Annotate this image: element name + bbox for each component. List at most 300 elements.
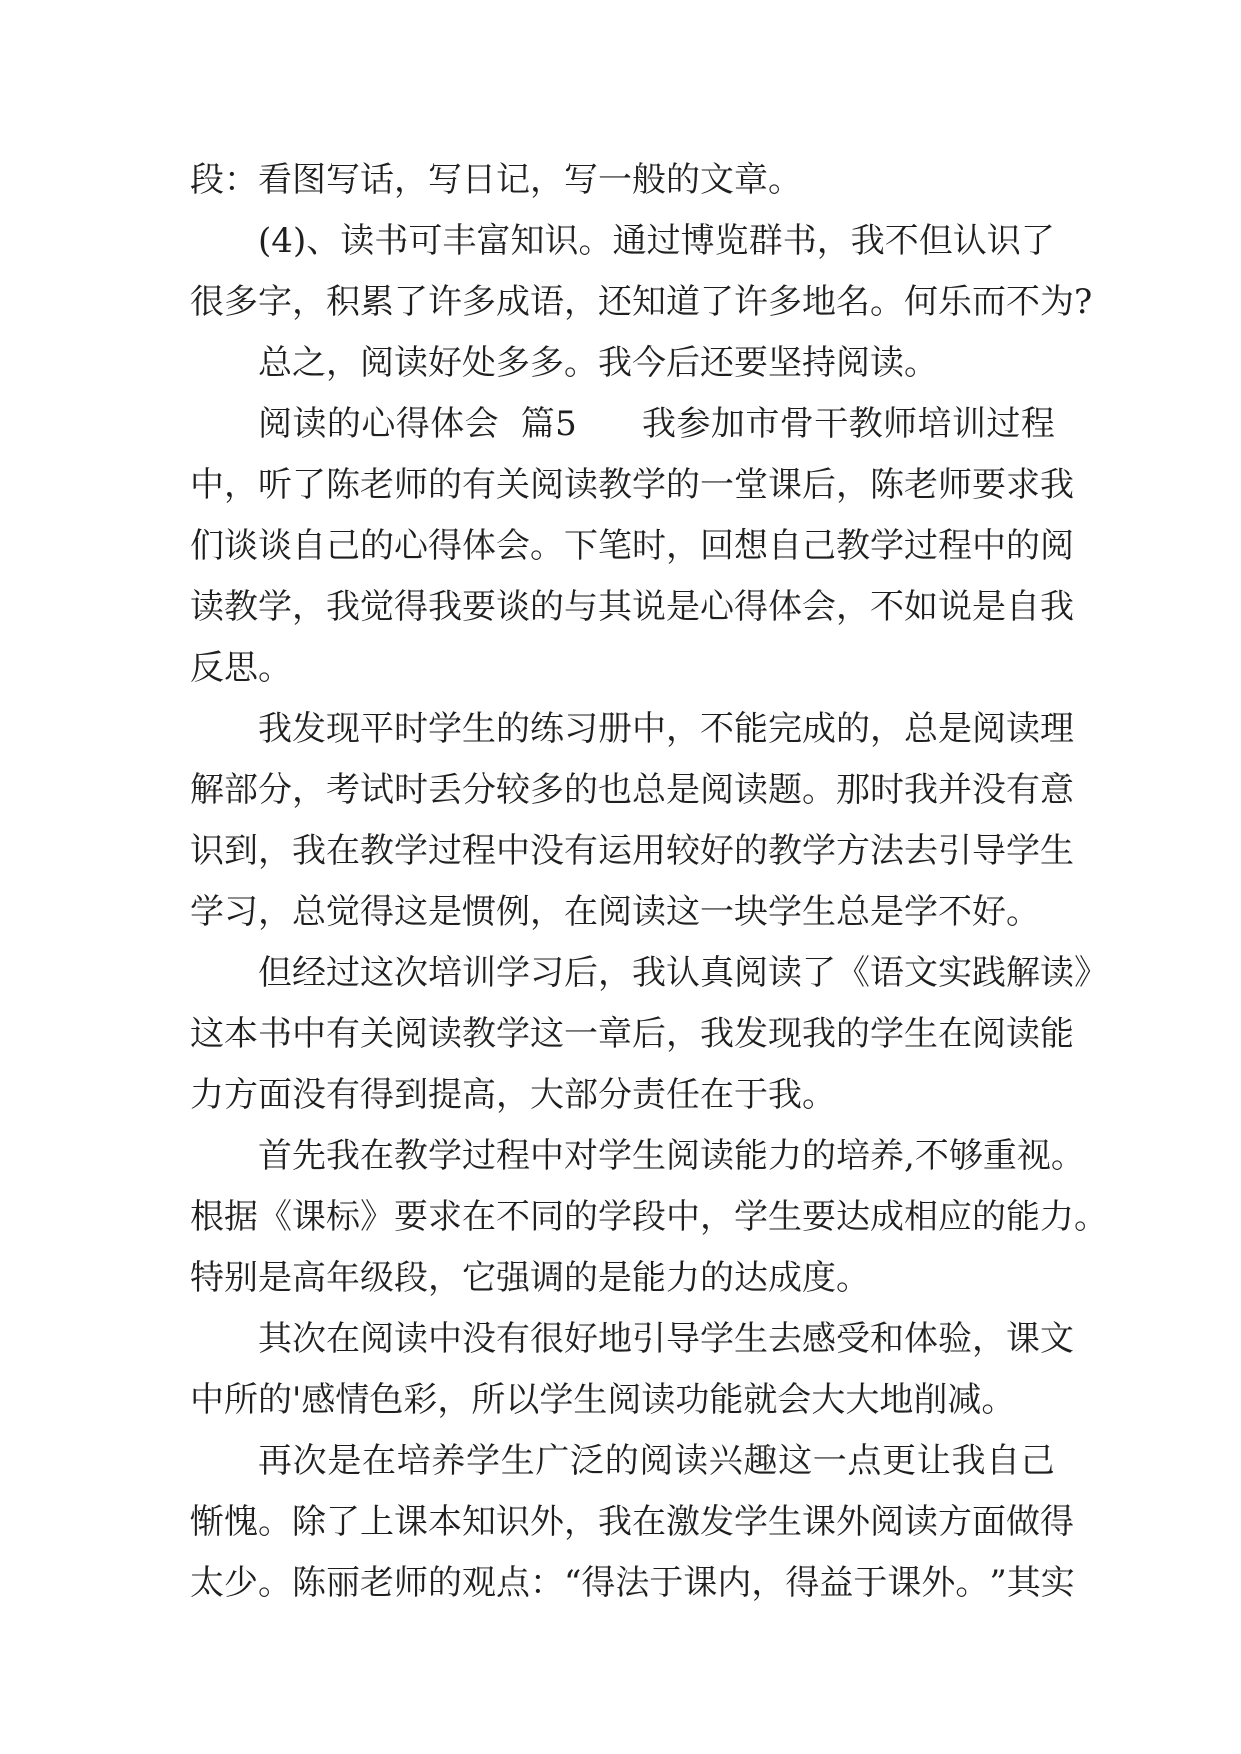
text-char: 可 bbox=[408, 221, 443, 261]
text-char: 回 bbox=[700, 526, 734, 566]
text-char: ， bbox=[292, 587, 326, 627]
text-char: 骨 bbox=[779, 404, 814, 444]
text-char: 博 bbox=[680, 221, 715, 261]
text-char: 的 bbox=[802, 1136, 836, 1176]
text-char: 得 bbox=[394, 587, 428, 627]
text-char: 现 bbox=[326, 709, 360, 749]
text-char: 成 bbox=[802, 709, 836, 749]
text-char: ， bbox=[666, 709, 700, 749]
text-char: 的 bbox=[428, 465, 462, 505]
text-char: 做 bbox=[1006, 1502, 1040, 1542]
text-char: 是 bbox=[327, 1441, 362, 1481]
text-char: 习 bbox=[564, 709, 598, 749]
text-char: 会 bbox=[464, 404, 521, 444]
text-char: 己 bbox=[1020, 1441, 1055, 1481]
text-char: 观 bbox=[462, 1563, 496, 1603]
text-char: 中 bbox=[428, 1319, 462, 1359]
text-char: 实 bbox=[938, 953, 972, 993]
text-char: 对 bbox=[564, 1136, 598, 1176]
text-char: 生 bbox=[1040, 831, 1074, 871]
text-char: 关 bbox=[496, 465, 530, 505]
text-char: 课 bbox=[768, 465, 802, 505]
text-char: ， bbox=[836, 465, 870, 505]
text-char: 生 bbox=[734, 1319, 768, 1359]
text-char: 课 bbox=[394, 1502, 428, 1542]
text-char: 了 bbox=[802, 953, 836, 993]
text-char: 教 bbox=[224, 587, 258, 627]
text-char: ， bbox=[751, 1563, 786, 1603]
text-char: 《 bbox=[258, 1197, 292, 1237]
text-char: 了 bbox=[326, 1502, 360, 1542]
text-line bbox=[190, 1370, 1055, 1431]
text-char: 练 bbox=[530, 709, 564, 749]
text-char: 太 bbox=[190, 1563, 224, 1603]
text-char: 但 bbox=[258, 953, 292, 993]
text-char: 时 bbox=[632, 526, 666, 566]
text-char: 认 bbox=[666, 953, 700, 993]
text-char: ， bbox=[816, 221, 851, 261]
text-char: 我 bbox=[326, 587, 360, 627]
text-char: 学 bbox=[1006, 831, 1040, 871]
text-char: 标 bbox=[326, 1197, 360, 1237]
text-char: 读 bbox=[1006, 709, 1040, 749]
text-char: 的 bbox=[496, 709, 530, 749]
text-char: 。 bbox=[955, 1563, 990, 1603]
text-line bbox=[190, 699, 1074, 760]
text-char: 习 bbox=[530, 953, 564, 993]
text-char: 没 bbox=[972, 770, 1006, 810]
text-char: 能 bbox=[1006, 1197, 1040, 1237]
text-char: 教 bbox=[360, 831, 394, 871]
text-char: 我 bbox=[632, 953, 666, 993]
text-char: 本 bbox=[224, 1014, 258, 1054]
text-char: 外 bbox=[836, 1502, 870, 1542]
text-char: 发 bbox=[700, 1502, 734, 1542]
text-char: 学 bbox=[466, 1441, 501, 1481]
text-char: 训 bbox=[951, 404, 986, 444]
text-char: 如 bbox=[904, 587, 938, 627]
text-char: 教 bbox=[768, 831, 802, 871]
text-char: 会 bbox=[496, 526, 530, 566]
text-char: 书 bbox=[258, 1014, 292, 1054]
text-char: “ bbox=[564, 1563, 582, 1603]
text-char: 用 bbox=[632, 831, 666, 871]
text-char: 。 bbox=[1074, 1197, 1108, 1237]
text-char: 和 bbox=[870, 1319, 904, 1359]
text-char: 我 bbox=[850, 221, 885, 261]
text-char: 法 bbox=[615, 1563, 650, 1603]
text-char: 识 bbox=[190, 831, 224, 871]
text-char: ， bbox=[564, 1502, 598, 1542]
body-text bbox=[190, 150, 1108, 1614]
text-char: 得 bbox=[428, 526, 462, 566]
text-char: 部 bbox=[224, 770, 258, 810]
text-char: ， bbox=[258, 831, 292, 871]
text-char: 较 bbox=[666, 831, 700, 871]
text-char: ， bbox=[870, 709, 904, 749]
text-char: ： bbox=[530, 1563, 564, 1603]
text-char: 去 bbox=[768, 1319, 802, 1359]
text-char: 学 bbox=[700, 1319, 734, 1359]
text-char: 解 bbox=[1006, 953, 1040, 993]
text-char: 知 bbox=[462, 1502, 496, 1542]
text-char: 意 bbox=[1040, 770, 1074, 810]
text-char: 认 bbox=[952, 221, 987, 261]
text-char: 的 bbox=[360, 526, 394, 566]
text-char: 的 bbox=[836, 709, 870, 749]
text-char: 学 bbox=[870, 1014, 904, 1054]
text-char: 章 bbox=[598, 1014, 632, 1054]
text-char: 的 bbox=[666, 465, 700, 505]
text-line bbox=[190, 821, 1074, 882]
text-char: ， bbox=[292, 770, 326, 810]
text-char: 的 bbox=[836, 1014, 870, 1054]
text-char: 读 bbox=[394, 1319, 428, 1359]
text-char: 养 bbox=[431, 1441, 466, 1481]
text-char: 干 bbox=[814, 404, 849, 444]
text-char: 经 bbox=[292, 953, 326, 993]
text-char: 阅 bbox=[530, 465, 564, 505]
text-char: 其 bbox=[258, 1319, 292, 1359]
text-char: 学 bbox=[598, 1197, 632, 1237]
text-char: 《 bbox=[836, 953, 870, 993]
text-char: 在 bbox=[632, 1502, 666, 1542]
text-char: 面 bbox=[972, 1502, 1006, 1542]
text-char: 谈 bbox=[258, 526, 292, 566]
text-char: 说 bbox=[632, 587, 666, 627]
text-char: 方 bbox=[836, 831, 870, 871]
text-line bbox=[190, 1431, 1055, 1492]
text-char: 的 bbox=[428, 1563, 462, 1603]
text-char: 文 bbox=[1040, 1319, 1074, 1359]
text-char: 阅 bbox=[639, 1441, 674, 1481]
text-char: 泛 bbox=[570, 1441, 605, 1481]
text-char: 没 bbox=[530, 831, 564, 871]
text-char: 心 bbox=[361, 404, 396, 444]
text-line bbox=[190, 211, 1055, 272]
text-char: 视 bbox=[1016, 1136, 1051, 1176]
text-char: 是 bbox=[666, 587, 700, 627]
text-char: 4 bbox=[271, 221, 293, 261]
text-char: 有 bbox=[496, 1319, 530, 1359]
text-char: 学 bbox=[734, 1502, 768, 1542]
text-char: 时 bbox=[394, 770, 428, 810]
text-char: 读 bbox=[768, 953, 802, 993]
text-char: 览 bbox=[714, 221, 749, 261]
text-char: 陈 bbox=[870, 465, 904, 505]
text-char: 于 bbox=[853, 1563, 888, 1603]
text-char: 上 bbox=[360, 1502, 394, 1542]
text-char: 阅 bbox=[870, 1502, 904, 1542]
text-line bbox=[190, 943, 1108, 1004]
text-char: 丢 bbox=[428, 770, 462, 810]
text-char: 在 bbox=[938, 1014, 972, 1054]
text-char: 一 bbox=[700, 465, 734, 505]
text-char: 分 bbox=[462, 770, 496, 810]
text-char: ( bbox=[258, 221, 272, 261]
text-char: ， bbox=[700, 1197, 734, 1237]
text-char: 富 bbox=[476, 221, 511, 261]
text-char: 阅 bbox=[258, 404, 292, 444]
text-char: 让 bbox=[916, 1441, 951, 1481]
text-char: 培 bbox=[917, 404, 952, 444]
text-char: 学 bbox=[802, 831, 836, 871]
text-char: 读 bbox=[340, 221, 375, 261]
text-char: 与 bbox=[564, 587, 598, 627]
text-char: 力 bbox=[768, 1136, 802, 1176]
text-char: 法 bbox=[870, 831, 904, 871]
text-char: 的 bbox=[564, 770, 598, 810]
text-char: 我 bbox=[802, 1014, 836, 1054]
text-char: 相 bbox=[904, 1197, 938, 1237]
text-line bbox=[190, 1187, 1108, 1248]
text-char: 。 bbox=[258, 1563, 292, 1603]
text-char: 篇 bbox=[520, 404, 555, 444]
text-char: 据 bbox=[224, 1197, 258, 1237]
text-char: 读 bbox=[292, 404, 327, 444]
text-char: 读 bbox=[1006, 1014, 1040, 1054]
text-char: ， bbox=[666, 526, 700, 566]
text-char: 引 bbox=[632, 1319, 666, 1359]
text-char: 己 bbox=[802, 526, 836, 566]
text-char: 会 bbox=[802, 587, 836, 627]
text-char: 读 bbox=[674, 1441, 709, 1481]
text-char: 点 bbox=[496, 1563, 530, 1603]
text-char: 是 bbox=[938, 709, 972, 749]
text-char: 老 bbox=[360, 465, 394, 505]
text-line-content: 段：看图写话，写日记，写一般的文章。 bbox=[190, 160, 802, 200]
text-char: 在 bbox=[326, 1319, 360, 1359]
text-char: 课 bbox=[887, 1563, 922, 1603]
text-char: 我 bbox=[642, 404, 677, 444]
text-char: 中 bbox=[530, 1136, 564, 1176]
text-char: 通 bbox=[612, 221, 647, 261]
text-char: 读 bbox=[700, 1136, 734, 1176]
text-char: 我 bbox=[598, 1502, 632, 1542]
text-char: ” bbox=[989, 1563, 1007, 1603]
text-line bbox=[190, 333, 1055, 394]
text-char: 参 bbox=[676, 404, 711, 444]
text-char: 我 bbox=[951, 1441, 986, 1481]
text-char: 的 bbox=[972, 1197, 1006, 1237]
text-char: 教 bbox=[836, 526, 870, 566]
text-char: 在 bbox=[462, 1197, 496, 1237]
text-char: 语 bbox=[870, 953, 904, 993]
text-char: 导 bbox=[972, 831, 1006, 871]
text-char: 生 bbox=[768, 1197, 802, 1237]
text-char: 学 bbox=[496, 953, 530, 993]
text-char: 听 bbox=[258, 465, 292, 505]
text-char: 自 bbox=[768, 526, 802, 566]
text-char: 老 bbox=[904, 465, 938, 505]
text-char: ， bbox=[836, 587, 870, 627]
text-char: 发 bbox=[292, 709, 326, 749]
text-char: 应 bbox=[938, 1197, 972, 1237]
text-char: 多 bbox=[530, 770, 564, 810]
text-char: 课 bbox=[1006, 1319, 1040, 1359]
text-char: 书 bbox=[374, 221, 409, 261]
text-char: 完 bbox=[768, 709, 802, 749]
text-char: 。 bbox=[1050, 1136, 1085, 1176]
text-char: ， bbox=[224, 465, 258, 505]
text-char: 趣 bbox=[743, 1441, 778, 1481]
text-char: 阅 bbox=[700, 770, 734, 810]
text-line bbox=[190, 272, 1093, 333]
text-char: 中 bbox=[632, 709, 666, 749]
text-char: 》 bbox=[360, 1197, 394, 1237]
text-char: 的 bbox=[734, 831, 768, 871]
text-char: 引 bbox=[938, 831, 972, 871]
text-char: 过 bbox=[904, 526, 938, 566]
text-char: 师 bbox=[394, 1563, 428, 1603]
text-char: 运 bbox=[598, 831, 632, 871]
text-char: 本 bbox=[428, 1502, 462, 1542]
text-char: 识 bbox=[544, 221, 579, 261]
text-char: 践 bbox=[972, 953, 1006, 993]
text-char: 于 bbox=[649, 1563, 684, 1603]
text-char: 己 bbox=[326, 526, 360, 566]
text-char: 得 bbox=[581, 1563, 616, 1603]
text-char: 实 bbox=[1040, 1563, 1075, 1603]
text-char: 。 bbox=[530, 526, 564, 566]
text-char: 了 bbox=[292, 465, 326, 505]
text-char: 中 bbox=[190, 465, 224, 505]
text-char: 阅 bbox=[734, 953, 768, 993]
text-char: 后 bbox=[802, 465, 836, 505]
text-char: 丽 bbox=[326, 1563, 360, 1603]
text-char: 有 bbox=[326, 1014, 360, 1054]
text-char: 老 bbox=[360, 1563, 394, 1603]
text-char: 册 bbox=[598, 709, 632, 749]
text-char: 书 bbox=[782, 221, 817, 261]
text-char: 导 bbox=[666, 1319, 700, 1359]
text-char: 培 bbox=[428, 953, 462, 993]
text-char: 心 bbox=[394, 526, 428, 566]
text-char: 师 bbox=[938, 465, 972, 505]
text-char: 其 bbox=[598, 587, 632, 627]
text-char: 师 bbox=[883, 404, 918, 444]
text-char: 有 bbox=[564, 831, 598, 871]
text-char: 重 bbox=[982, 1136, 1017, 1176]
text-char: 阅 bbox=[972, 1014, 1006, 1054]
text-char: 时 bbox=[870, 770, 904, 810]
text-char: 先 bbox=[292, 1136, 326, 1176]
text-char: 觉 bbox=[360, 587, 394, 627]
text-char: 后 bbox=[632, 1014, 666, 1054]
text-line bbox=[190, 882, 1055, 943]
text-char: 学 bbox=[496, 1014, 530, 1054]
text-char: 自 bbox=[292, 526, 326, 566]
text-char: 过 bbox=[646, 221, 681, 261]
text-char: 在 bbox=[326, 831, 360, 871]
text-char: 我 bbox=[700, 1014, 734, 1054]
text-char: 阅 bbox=[1040, 526, 1074, 566]
text-char: 我 bbox=[428, 587, 462, 627]
text-char: 不 bbox=[914, 1136, 949, 1176]
text-char: 去 bbox=[904, 831, 938, 871]
text-char: 课 bbox=[292, 1197, 326, 1237]
text-char: 中 bbox=[666, 1197, 700, 1237]
text-char: 识 bbox=[986, 221, 1021, 261]
text-char: 是 bbox=[972, 587, 1006, 627]
text-char: 成 bbox=[870, 1197, 904, 1237]
text-char: 在 bbox=[362, 1441, 397, 1481]
text-line bbox=[190, 1553, 1075, 1614]
text-char: 。 bbox=[578, 221, 613, 261]
text-char: 过 bbox=[462, 1136, 496, 1176]
text-char: 谈 bbox=[224, 526, 258, 566]
text-char: 中 bbox=[972, 526, 1006, 566]
text-line bbox=[190, 1065, 1055, 1126]
text-char: 是 bbox=[666, 770, 700, 810]
text-char: 教 bbox=[462, 1014, 496, 1054]
text-char: 生 bbox=[632, 1136, 666, 1176]
text-char: 有 bbox=[1006, 770, 1040, 810]
text-char: 很 bbox=[530, 1319, 564, 1359]
text-char: 其 bbox=[1006, 1563, 1041, 1603]
text-char: 市 bbox=[745, 404, 780, 444]
text-char: 课 bbox=[683, 1563, 718, 1603]
text-char: 少 bbox=[224, 1563, 258, 1603]
text-char: 我 bbox=[326, 1136, 360, 1176]
text-char: 读 bbox=[1040, 953, 1074, 993]
text-char: 生 bbox=[768, 1502, 802, 1542]
text-char: 读 bbox=[190, 587, 224, 627]
text-char: 总 bbox=[904, 709, 938, 749]
text-char: 解 bbox=[190, 770, 224, 810]
text-char: 次 bbox=[292, 1441, 327, 1481]
text-char: 得 bbox=[734, 587, 768, 627]
text-char: 激 bbox=[666, 1502, 700, 1542]
text-line bbox=[190, 394, 1055, 455]
text-char: 我 bbox=[1040, 587, 1074, 627]
text-char: 但 bbox=[918, 221, 953, 261]
text-char: 体 bbox=[462, 526, 496, 566]
text-char: 总 bbox=[632, 770, 666, 810]
text-line-content: 学习，总觉得这是惯例，在阅读这一块学生总是学不好。 bbox=[190, 892, 1040, 932]
text-line bbox=[190, 516, 1074, 577]
text-char: 的 bbox=[326, 404, 361, 444]
text-char: 学 bbox=[598, 1136, 632, 1176]
text-char: 堂 bbox=[734, 465, 768, 505]
text-char: 程 bbox=[1020, 404, 1055, 444]
text-line bbox=[190, 638, 1055, 699]
text-char: 验 bbox=[938, 1319, 972, 1359]
text-char: 得 bbox=[785, 1563, 820, 1603]
text-line bbox=[190, 1004, 1074, 1065]
text-char: 没 bbox=[462, 1319, 496, 1359]
text-char: 我 bbox=[258, 709, 292, 749]
text-char: 下 bbox=[564, 526, 598, 566]
text-char: 后 bbox=[564, 953, 598, 993]
text-char: 过 bbox=[428, 831, 462, 871]
text-char: 加 bbox=[710, 404, 745, 444]
text-char: 求 bbox=[428, 1197, 462, 1237]
text-char: 得 bbox=[395, 404, 430, 444]
text-line-content: 特别是高年级段，它强调的是能力的达成度。 bbox=[190, 1258, 870, 1298]
text-char: 感 bbox=[802, 1319, 836, 1359]
text-char: 较 bbox=[496, 770, 530, 810]
text-char: 在 bbox=[360, 1136, 394, 1176]
text-char: 阅 bbox=[360, 1319, 394, 1359]
text-char: 知 bbox=[510, 221, 545, 261]
text-char: 的 bbox=[1006, 526, 1040, 566]
text-char: 考 bbox=[326, 770, 360, 810]
text-char: 学 bbox=[258, 587, 292, 627]
text-char: 文 bbox=[904, 953, 938, 993]
text-char: 一 bbox=[812, 1441, 847, 1481]
text-char: 这 bbox=[190, 1014, 224, 1054]
